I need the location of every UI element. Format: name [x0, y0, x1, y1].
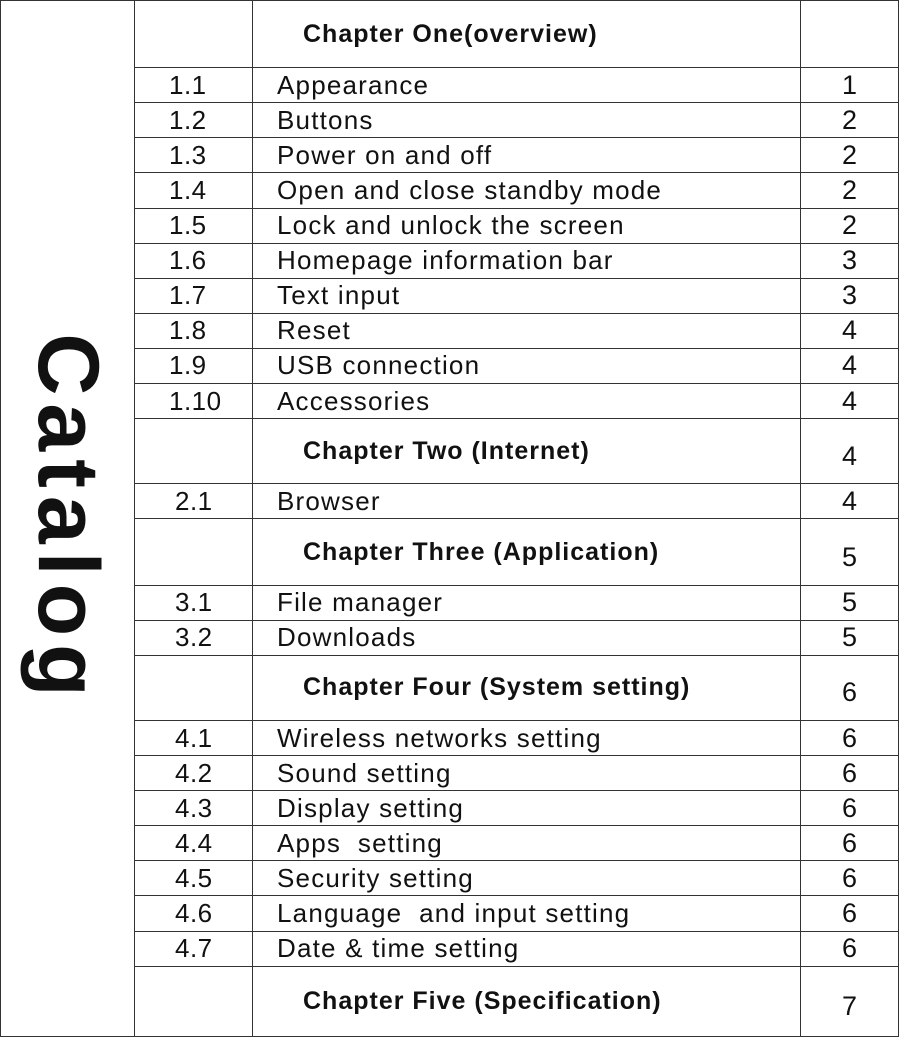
toc-number: 1.9 — [135, 348, 253, 383]
toc-row — [1, 243, 899, 278]
chapter-row — [1, 419, 899, 484]
toc-number: 4.5 — [135, 861, 253, 896]
catalog-body — [1, 1, 899, 1037]
chapter-row — [1, 655, 899, 720]
toc-page: 2 — [801, 103, 899, 138]
toc-page: 3 — [801, 278, 899, 313]
toc-row — [1, 103, 899, 138]
chapter-num-cell — [135, 1, 253, 68]
side-title: Catalog — [19, 332, 116, 705]
chapter-title: Chapter One(overview) — [253, 1, 801, 68]
toc-title: Open and close standby mode — [253, 173, 801, 208]
toc-row — [1, 68, 899, 103]
toc-title: Apps setting — [253, 826, 801, 861]
chapter-page: 4 — [801, 419, 899, 484]
chapter-page: 7 — [801, 966, 899, 1036]
toc-row — [1, 585, 899, 620]
chapter-num-cell — [135, 519, 253, 585]
toc-row — [1, 313, 899, 348]
chapter-row — [1, 1, 899, 68]
toc-number: 1.6 — [135, 243, 253, 278]
chapter-title: Chapter Three (Application) — [253, 519, 801, 585]
toc-number: 4.2 — [135, 756, 253, 791]
toc-page: 6 — [801, 931, 899, 966]
toc-row — [1, 826, 899, 861]
toc-number: 1.1 — [135, 68, 253, 103]
toc-row — [1, 720, 899, 755]
toc-title: Text input — [253, 278, 801, 313]
toc-page: 4 — [801, 313, 899, 348]
chapter-page — [801, 1, 899, 68]
toc-row — [1, 620, 899, 655]
toc-page: 6 — [801, 791, 899, 826]
toc-title: Homepage information bar — [253, 243, 801, 278]
toc-title: Browser — [253, 484, 801, 519]
chapter-title: Chapter Four (System setting) — [253, 655, 801, 720]
toc-page: 6 — [801, 826, 899, 861]
chapter-page: 5 — [801, 519, 899, 585]
toc-row — [1, 896, 899, 931]
toc-title: Sound setting — [253, 756, 801, 791]
toc-number: 1.2 — [135, 103, 253, 138]
toc-title: USB connection — [253, 348, 801, 383]
toc-page: 6 — [801, 861, 899, 896]
toc-title: Display setting — [253, 791, 801, 826]
toc-page: 1 — [801, 68, 899, 103]
toc-title: Accessories — [253, 384, 801, 419]
toc-title: Reset — [253, 313, 801, 348]
toc-number: 1.7 — [135, 278, 253, 313]
toc-title: Language and input setting — [253, 896, 801, 931]
toc-number: 1.8 — [135, 313, 253, 348]
toc-title: Lock and unlock the screen — [253, 208, 801, 243]
chapter-title: Chapter Five (Specification) — [253, 966, 801, 1036]
toc-number: 1.3 — [135, 138, 253, 173]
chapter-title: Chapter Two (Internet) — [253, 419, 801, 484]
toc-row — [1, 384, 899, 419]
toc-page: 5 — [801, 620, 899, 655]
toc-title: Downloads — [253, 620, 801, 655]
toc-number: 4.7 — [135, 931, 253, 966]
toc-page: 4 — [801, 484, 899, 519]
toc-number: 1.5 — [135, 208, 253, 243]
toc-page: 2 — [801, 138, 899, 173]
toc-title: File manager — [253, 585, 801, 620]
toc-page: 6 — [801, 720, 899, 755]
toc-number: 4.4 — [135, 826, 253, 861]
toc-page: 3 — [801, 243, 899, 278]
chapter-row — [1, 519, 899, 585]
toc-page: 4 — [801, 348, 899, 383]
toc-number: 3.2 — [135, 620, 253, 655]
toc-title: Power on and off — [253, 138, 801, 173]
toc-number: 4.1 — [135, 720, 253, 755]
toc-page: 5 — [801, 585, 899, 620]
toc-number: 4.3 — [135, 791, 253, 826]
chapter-num-cell — [135, 655, 253, 720]
toc-row — [1, 348, 899, 383]
toc-page: 6 — [801, 896, 899, 931]
toc-page: 2 — [801, 173, 899, 208]
toc-page: 2 — [801, 208, 899, 243]
toc-page: 6 — [801, 756, 899, 791]
toc-title: Wireless networks setting — [253, 720, 801, 755]
chapter-page: 6 — [801, 655, 899, 720]
toc-row — [1, 756, 899, 791]
toc-title: Date & time setting — [253, 931, 801, 966]
toc-row — [1, 138, 899, 173]
toc-row — [1, 791, 899, 826]
chapter-row — [1, 966, 899, 1036]
toc-title: Appearance — [253, 68, 801, 103]
toc-row — [1, 173, 899, 208]
toc-title: Buttons — [253, 103, 801, 138]
toc-number: 3.1 — [135, 585, 253, 620]
toc-number: 2.1 — [135, 484, 253, 519]
toc-number: 4.6 — [135, 896, 253, 931]
toc-page: 4 — [801, 384, 899, 419]
toc-row — [1, 931, 899, 966]
chapter-num-cell — [135, 966, 253, 1036]
toc-row — [1, 278, 899, 313]
chapter-num-cell — [135, 419, 253, 484]
toc-title: Security setting — [253, 861, 801, 896]
toc-number: 1.4 — [135, 173, 253, 208]
toc-row — [1, 484, 899, 519]
toc-number: 1.10 — [135, 384, 253, 419]
toc-row — [1, 861, 899, 896]
side-title-cell — [1, 1, 135, 1037]
toc-row — [1, 208, 899, 243]
